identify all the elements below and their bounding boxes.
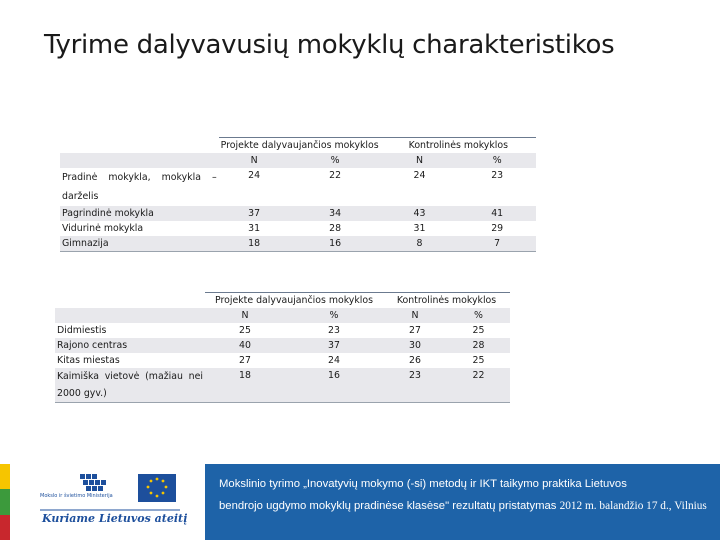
row-label: Vidurinė mokykla — [62, 223, 144, 234]
row-label: Rajono centras — [55, 338, 205, 353]
cell-value: 25 — [472, 325, 485, 336]
cell-value: 18 — [205, 368, 285, 403]
cell-value: 16 — [285, 368, 383, 403]
group-header-control: Kontrolinės mokyklos — [383, 293, 510, 309]
cell-value: 24 — [413, 170, 426, 181]
table-row — [60, 206, 536, 221]
banner-line-1: Mokslinio tyrimo „Inovatyvių mokymo (-si) metodų ir IKT taikymo praktika Lietuvos — [219, 478, 627, 490]
cell-value: 16 — [290, 236, 381, 252]
cell-value: 30 — [383, 338, 447, 353]
logo-org-text: Mokslo ir švietimo Ministerija — [40, 493, 113, 499]
flag-stripe-red — [0, 515, 10, 540]
table-row — [55, 353, 510, 368]
cell-value: 31 — [413, 223, 426, 234]
subheader-n: N — [383, 308, 447, 323]
cell-value: 8 — [381, 236, 459, 252]
banner-line-2: bendrojo ugdymo mokyklų pradinėse klasėse" rezultatų pristatymas — [219, 500, 557, 512]
row-label: Kaimiška vietovė (mažiau nei 2000 gyv.) — [55, 368, 205, 403]
subheader-pct: % — [285, 308, 383, 323]
group-header-project: Projekte dalyvaujančios mokyklos — [219, 138, 381, 154]
row-label: Pradinė mokykla, mokykla – darželis — [62, 172, 217, 202]
cell-value: 25 — [239, 325, 251, 336]
subheader-pct: % — [447, 308, 510, 323]
subheader-n: N — [381, 153, 459, 168]
cell-value: 18 — [219, 236, 290, 252]
cell-value: 24 — [248, 170, 261, 181]
row-label: Gimnazija — [60, 236, 219, 252]
cell-value: 34 — [290, 206, 381, 221]
cell-value: 22 — [447, 368, 510, 403]
cell-value: 23 — [491, 170, 504, 181]
banner-text — [219, 477, 712, 514]
cell-value: 31 — [248, 223, 261, 234]
cell-value: 28 — [447, 338, 510, 353]
table-row — [60, 168, 536, 206]
banner-date: 2012 m. balandžio 17 d., Vilnius — [559, 500, 707, 512]
cell-value: 43 — [381, 206, 459, 221]
row-label: Didmiestis — [57, 325, 107, 336]
table-row — [60, 221, 536, 236]
group-header-control: Kontrolinės mokyklos — [381, 138, 536, 154]
ministry-logo — [36, 468, 188, 530]
flag-stripe-green — [0, 489, 10, 515]
school-type-table — [60, 137, 536, 252]
cell-value: 29 — [491, 223, 504, 234]
cell-value: 37 — [285, 338, 383, 353]
table-row — [55, 338, 510, 353]
table-row — [55, 368, 510, 403]
cell-value: 24 — [328, 355, 340, 366]
row-label: Kitas miestas — [57, 355, 120, 366]
table-row — [55, 323, 510, 338]
flag-stripe-yellow — [0, 464, 10, 489]
cell-value: 40 — [205, 338, 285, 353]
cell-value: 23 — [328, 325, 340, 336]
cell-value: 7 — [458, 236, 536, 252]
row-label: Pagrindinė mokykla — [60, 206, 219, 221]
cell-value: 27 — [239, 355, 251, 366]
subheader-n: N — [219, 153, 290, 168]
cell-value: 37 — [219, 206, 290, 221]
subheader-pct: % — [290, 153, 381, 168]
cell-value: 27 — [409, 325, 421, 336]
logo-slogan: Kuriame Lietuvos ateitį — [42, 512, 188, 525]
location-table — [55, 292, 510, 403]
subheader-n: N — [205, 308, 285, 323]
subheader-pct: % — [458, 153, 536, 168]
cell-value: 26 — [409, 355, 421, 366]
table-row — [60, 236, 536, 252]
cell-value: 22 — [329, 170, 342, 181]
group-header-project: Projekte dalyvaujančios mokyklos — [205, 293, 383, 309]
footer-banner — [205, 464, 720, 540]
cell-value: 28 — [329, 223, 342, 234]
cell-value: 23 — [383, 368, 447, 403]
cell-value: 25 — [472, 355, 485, 366]
cell-value: 41 — [458, 206, 536, 221]
page-title: Tyrime dalyvavusių mokyklų charakteristikos — [44, 30, 615, 60]
